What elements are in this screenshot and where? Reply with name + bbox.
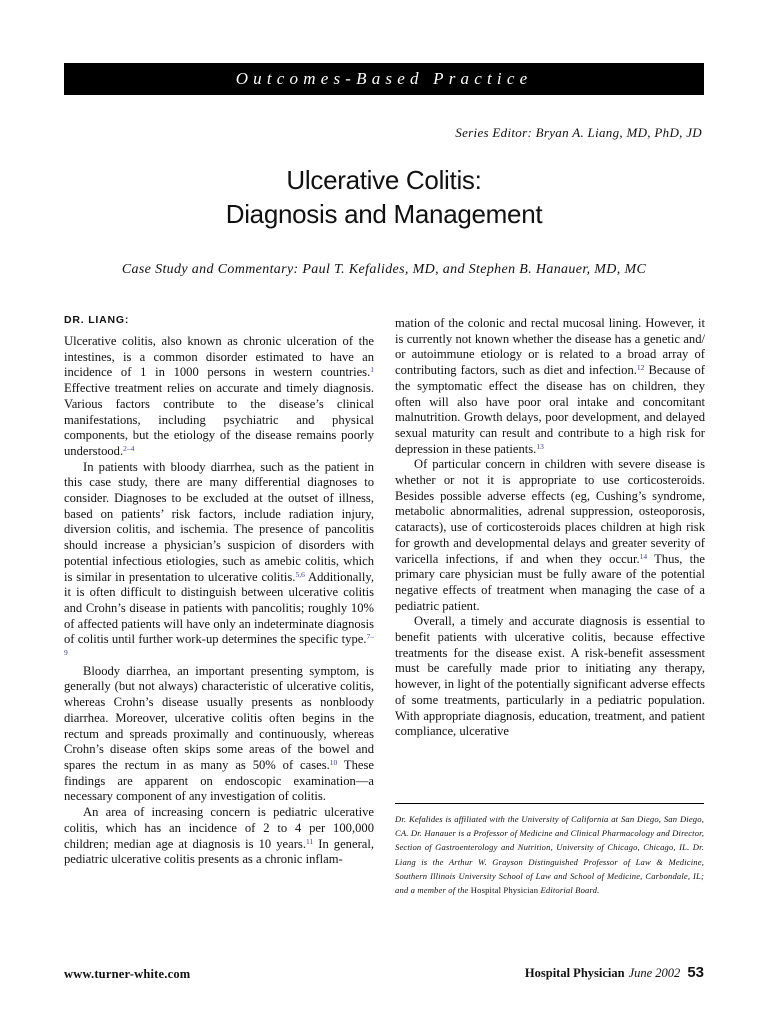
body-paragraph	[64, 664, 374, 805]
body-paragraph	[64, 334, 374, 460]
reference-citation[interactable]: 2–4	[123, 443, 135, 453]
paragraph-text: Additionally, it is often difficult to distinguish between ulcerative colitis and Crohn’s disease in patients with pancolitis; roughly 10% of affected patients will have only an indeterminate diagnosis of colitis until further work-up determines the specific type.	[64, 569, 375, 647]
paragraph-text: Bloody diarrhea, an important presenting symptom, is generally (but not always) characteristic of ulcerative colitis, whereas Crohn’s disease usually presents as nonbloody diarrhea. Moreover, ulcerative colitis often begins in the rectum and spreads proximally and continuously, whereas Crohn’s disease often skips some areas of the bowel and spares the rectum in as many as 50% of cases.	[64, 663, 374, 772]
right-column-body	[395, 316, 705, 740]
paragraph-text: Thus, the primary care physician must be fully aware of the potential negative effects of treatment when managing the case of a pediatric patient.	[395, 551, 705, 613]
paragraph-text: These findings are apparent on endoscopic examination—a necessary component of any investigation of colitis.	[64, 757, 374, 804]
title-line-1: Ulcerative Colitis:	[286, 165, 482, 195]
footnote-end: Editorial Board.	[538, 885, 600, 896]
paragraph-text: In patients with bloody diarrhea, such as the patient in this case study, there are many differential diagnoses to consider. Diagnoses to be excluded at the outset of illness, based on patients’ risk factors, include radiation injury, diversion colitis, and ischemia. The presence of pancolitis should increase a physician’s suspicion of disorders with potential infectious etiologies, such as amebic colitis, which is similar in presentation to ulcerative colitis.	[64, 459, 374, 584]
reference-citation[interactable]: 10	[329, 757, 338, 767]
paragraph-text: Effective treatment relies on accurate and timely diagnosis. Various factors contribute to the disease’s clinical manifestations, including psychiatric and physical components, but the etiology of the disease remains poorly understood.	[64, 381, 374, 458]
section-banner: Outcomes-Based Practice	[64, 63, 704, 95]
article-title	[0, 163, 768, 231]
reference-citation[interactable]: 7–9	[64, 632, 374, 658]
footer-journal: Hospital Physician	[524, 966, 625, 980]
footer-date: June 2002	[628, 966, 681, 980]
paragraph-text: Because of the symptomatic effect the disease has on children, they often will also have poor oral intake and concomitant malnutrition. Growth delays, poor development, and delayed sexual maturity can result and contribute to a high risk for depression in these patients.	[395, 363, 705, 456]
page-number: 53	[687, 964, 704, 981]
footnote-journal-name: Hospital Physician	[470, 885, 539, 896]
body-paragraph	[395, 614, 705, 740]
body-paragraph	[64, 460, 374, 664]
body-paragraph	[395, 316, 705, 457]
paragraph-text: Overall, a timely and accurate diagnosis is essential to benefit patients with ulcerative colitis, because effective treatments for the disease exist. A risk-benefit assessment must be carefully made prior to initiating any therapy, however, in light of the potentially significant adverse effects of some treatments, particularly in a pediatric population. With appropriate diagnosis, education, treatment, and patient compliance, ulcerative	[395, 614, 705, 739]
left-column	[64, 313, 374, 868]
section-heading: DR. LIANG:	[64, 314, 130, 326]
paragraph-text: mation of the colonic and rectal mucosal lining. However, it is currently not known whether the disease has a genetic and/ or autoimmune etiology or is related to a broad array of contributing factors, such as diet and infection.	[395, 316, 705, 378]
footnote-divider	[395, 803, 704, 804]
reference-citation[interactable]: 14	[639, 551, 648, 561]
title-line-2: Diagnosis and Management	[225, 199, 543, 229]
reference-citation[interactable]: 1	[370, 365, 374, 375]
left-column-body	[64, 334, 374, 868]
reference-citation[interactable]: 11	[305, 836, 314, 846]
reference-citation[interactable]: 12	[636, 363, 645, 373]
byline: Case Study and Commentary: Paul T. Kefalides, MD, and Stephen B. Hanauer, MD, MC	[121, 262, 647, 277]
right-column	[395, 316, 705, 740]
body-paragraph	[395, 457, 705, 614]
paragraph-text: Ulcerative colitis, also known as chronic ulceration of the intestines, is a common disorder estimated to have an incidence of 1 in 1000 persons in western countries.	[64, 334, 374, 380]
footnote-text: Dr. Kefalides is affiliated with the University of California at San Diego, San Diego, CA. Dr. Hanauer is a Professor of Medicine and Clinical Pharmacology and Director, Section of Gastroenterology and Nutrition, University of Chicago, Chicago, IL. Dr. Liang is the Arthur W. Grayson Distinguished Professor of Law & Medicine, Southern Illinois University School of Law and School of Medicine, Carbondale, IL; and a member of the	[395, 814, 704, 896]
paragraph-text: In general, pediatric ulcerative colitis presents as a chronic inflam-	[64, 836, 374, 867]
reference-citation[interactable]: 5,6	[295, 569, 305, 579]
series-editor: Series Editor: Bryan A. Liang, MD, PhD, JD	[455, 125, 702, 140]
paragraph-text: Of particular concern in children with severe disease is whether or not it is appropriate to use corticosteroids. Besides possible adverse effects (eg, Cushing’s syndrome, metabolic abnormalities, adrenal suppression, osteoporosis, cataracts), use of corticosteroids places children at high risk for growth and developmental delays and greater severity of varicella infections, if and when they occur.	[395, 457, 705, 566]
footer-citation	[525, 964, 704, 981]
paragraph-text: An area of increasing concern is pediatric ulcerative colitis, which has an incidence of 2 to 4 per 100,000 children; median age at diagnosis is 10 years.	[64, 805, 374, 851]
reference-citation[interactable]: 13	[536, 441, 544, 451]
author-footnote	[395, 812, 704, 897]
body-paragraph	[64, 805, 374, 868]
footer-url[interactable]: www.turner-white.com	[64, 967, 191, 981]
